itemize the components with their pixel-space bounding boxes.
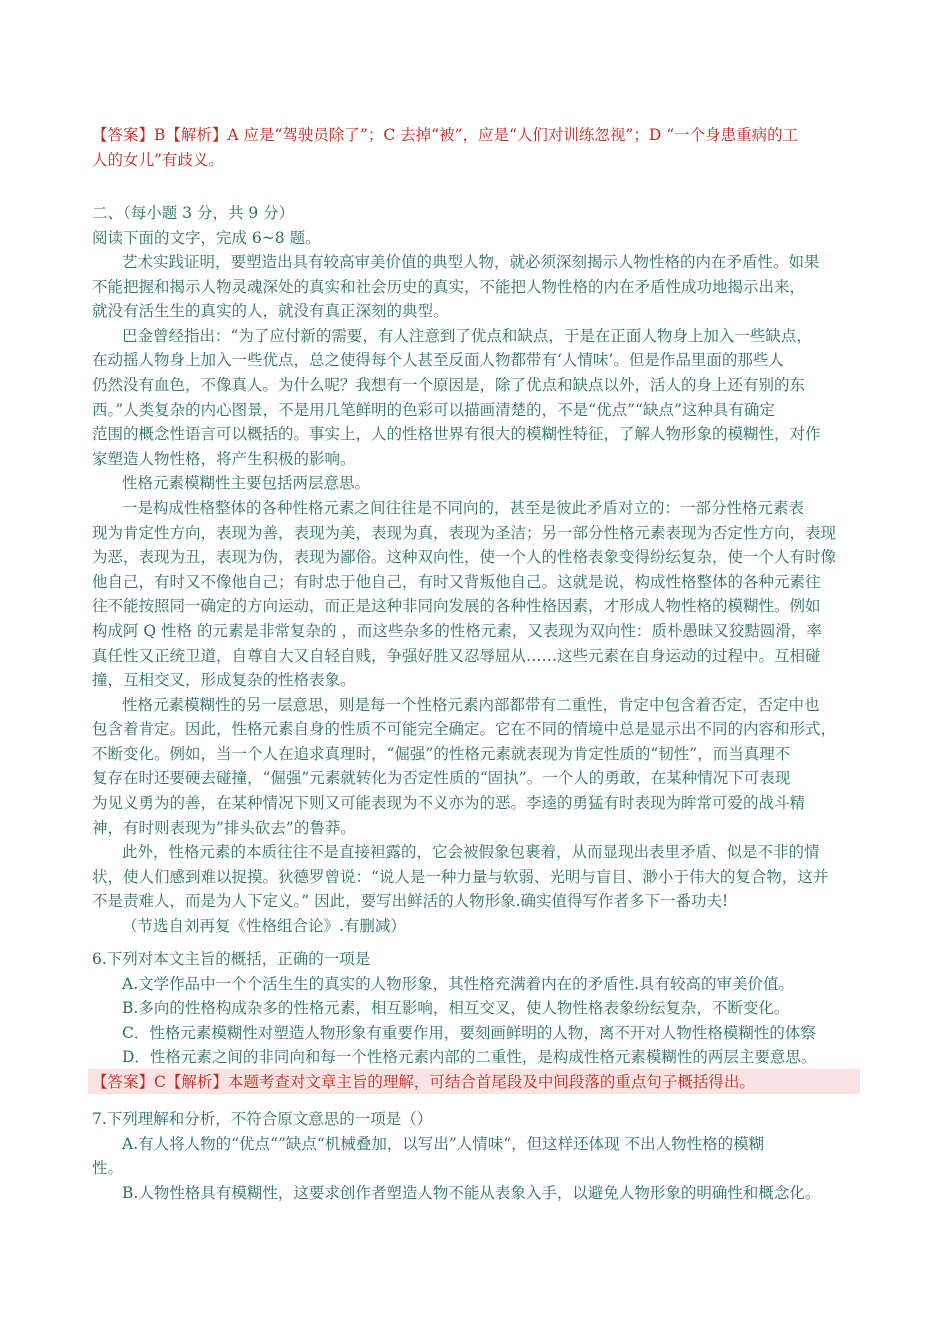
passage-source: （节选自刘再复《性格组合论》.有删减） <box>122 917 406 936</box>
passage-line: 巴金曾经指出：“为了应付新的需要，有人注意到了优点和缺点，于是在正面人物身上加入一些缺点， <box>122 326 812 345</box>
option-b: B.多向的性格构成杂多的性格元素，相互影响，相互交叉，使人物性格表象纷纭复杂，不断变化。 <box>122 999 790 1018</box>
section-instruction: 阅读下面的文字，完成 6~8 题。 <box>92 228 321 247</box>
option-d: D．性格元素之间的非同向和每一个性格元素内部的二重性，是构成性格元素模糊性的两层主要意思。 <box>122 1048 817 1067</box>
section-heading-block <box>92 201 872 250</box>
passage-line: 范围的概念性语言可以概括的。事实上，人的性格世界有很大的模糊性特征，了解人物形象的模糊性，对作 <box>92 425 821 444</box>
answer-line: 【答案】B【解析】A 应是“驾驶员除了”；C 去掉“被”，应是“人们对训练忽视”；D “一个身患重病的工 <box>92 126 799 144</box>
question-7 <box>92 1107 872 1205</box>
passage-line: 一是构成性格整体的各种性格元素之间往往是不同向的，甚至是彼此矛盾对立的：一部分性格元素表 <box>122 498 805 517</box>
option-b: B.人物性格具有模糊性，这要求创作者塑造人物不能从表象入手，以避免人物形象的明确性和概念化。 <box>122 1183 821 1202</box>
passage-line: 复存在时还要硬去碰撞，“倔强”元素就转化为否定性质的“固执”。一个人的勇敢，在某种情况下可表现 <box>92 769 791 788</box>
passage-line: 包含着肯定。因此，性格元素自身的性质不可能完全确定。它在不同的情境中总是显示出不同的内容和形式， <box>92 720 837 739</box>
passage-line: 艺术实践证明，要塑造出具有较高审美价值的典型人物，就必须深刻揭示人物性格的内在矛盾性。如果 <box>122 253 820 271</box>
question-stem: 7.下列理解和分析，不符合原文意思的一项是（） <box>92 1110 433 1128</box>
passage-line: 构成阿 Q 性格 的元素是非常复杂的 ，而这些杂多的性格元素，又表现为双向性：质朴愚昧又狡黠圆滑，率 <box>92 621 822 640</box>
question-stem: 6.下列对本文主旨的概括，正确的一项是 <box>92 950 371 968</box>
passage-line: 不是责难人，而是为人下定义。” 因此，要写出鲜活的人物形象.确实值得写作者多下一番功夫! <box>92 892 729 911</box>
answer-block-1 <box>92 123 872 172</box>
passage-line: 撞，互相交叉，形成复杂的性格表象。 <box>92 671 356 690</box>
option-c: C．性格元素模糊性对塑造人物形象有重要作用，要刻画鲜明的人物，离不开对人物性格模糊性的体察 <box>122 1023 816 1042</box>
passage-line: 家塑造人物性格，将产生积极的影响。 <box>92 449 356 468</box>
passage-line: 不断变化。例如，当一个人在追求真理时，“倔强”的性格元素就表现为肯定性质的“韧性”，而当真理不 <box>92 744 791 763</box>
passage-line: 仍然没有血色，不像真人。为什么呢？我想有一个原因是，除了优点和缺点以外，活人的身上还有别的东 <box>92 375 806 394</box>
section-heading: 二、（每小题 3 分，共 9 分） <box>92 204 295 222</box>
passage-line: 就没有活生生的真实的人，就没有真正深刻的典型。 <box>92 302 449 321</box>
option-a: A.文学作品中一个个活生生的真实的人物形象，其性格充满着内在的矛盾性.具有较高的审美价值。 <box>122 974 795 993</box>
answer-line: 【答案】C【解析】本题考查对文章主旨的理解，可结合首尾段及中间段落的重点句子概括得出。 <box>92 1073 755 1091</box>
passage-line: 性格元素模糊性主要包括两层意思。 <box>122 474 371 493</box>
passage-line: 西。”人类复杂的内心图景，不是用几笔鲜明的色彩可以描画清楚的，不是“优点”“缺点”这种具有确定 <box>92 400 775 419</box>
answer-block-6 <box>92 1070 872 1095</box>
passage-line: 神，有时则表现为”排头砍去”的鲁莽。 <box>92 818 356 837</box>
passage-line: 真任性又正统卫道，自尊自大又自轻自贱，争强好胜又忍辱屈从……这些元素在自身运动的过程中。互相碰 <box>92 646 821 665</box>
passage-line: 此外，性格元素的本质往往不是直接袒露的，它会被假象包裹着，从而显现出表里矛盾、似是不非的情 <box>122 843 820 862</box>
passage-line: 性格元素模糊性的另一层意思，则是每一个性格元素内部都带有二重性，肯定中包含着否定，否定中也 <box>122 695 820 714</box>
answer-line: 人的女儿”有歧义。 <box>92 150 224 169</box>
passage-line: 不能把握和揭示人物灵魂深处的真实和社会历史的真实，不能把人物性格的内在矛盾性成功地揭示出来， <box>92 277 806 296</box>
passage-line: 他自己，有时又不像他自己；有时忠于他自己，有时又背叛他自己。这就是说，构成性格整体的各种元素往 <box>92 572 821 591</box>
passage-line: 往不能按照同一确定的方向运动，而正是这种非同向发展的各种性格因素，才形成人物性格的模糊性。例如 <box>92 597 821 616</box>
option-a: A.有人将人物的“优点“”缺点“机械叠加，以写出”人情味“，但这样还体现 不出人物性格的模糊 <box>122 1134 765 1153</box>
passage-line: 现为肯定性方向，表现为善，表现为美，表现为真，表现为圣洁；另一部分性格元素表现为否定性方向，表现 <box>92 523 837 542</box>
passage <box>92 250 872 939</box>
passage-line: 状，使人们感到难以捉摸。狄德罗曾说：“说人是一种力量与软弱、光明与盲目、渺小于伟大的复合物，这并 <box>92 867 829 886</box>
passage-line: 为见义勇为的善，在某种情况下则又可能表现为不义亦为的恶。李逵的勇猛有时表现为眸常可爱的战斗精 <box>92 794 806 813</box>
passage-line: 为恶，表现为丑，表现为伪，表现为鄙俗。这种双向性，使一个人的性格表象变得纷纭复杂，使一个人有时像 <box>92 548 837 567</box>
question-6 <box>92 947 872 1070</box>
option-a-cont: 性。 <box>92 1159 124 1178</box>
passage-line: 在动摇人物身上加入一些优点，总之使得每个人甚至反面人物都带有‘人情味’。但是作品里面的那些人 <box>92 351 784 370</box>
